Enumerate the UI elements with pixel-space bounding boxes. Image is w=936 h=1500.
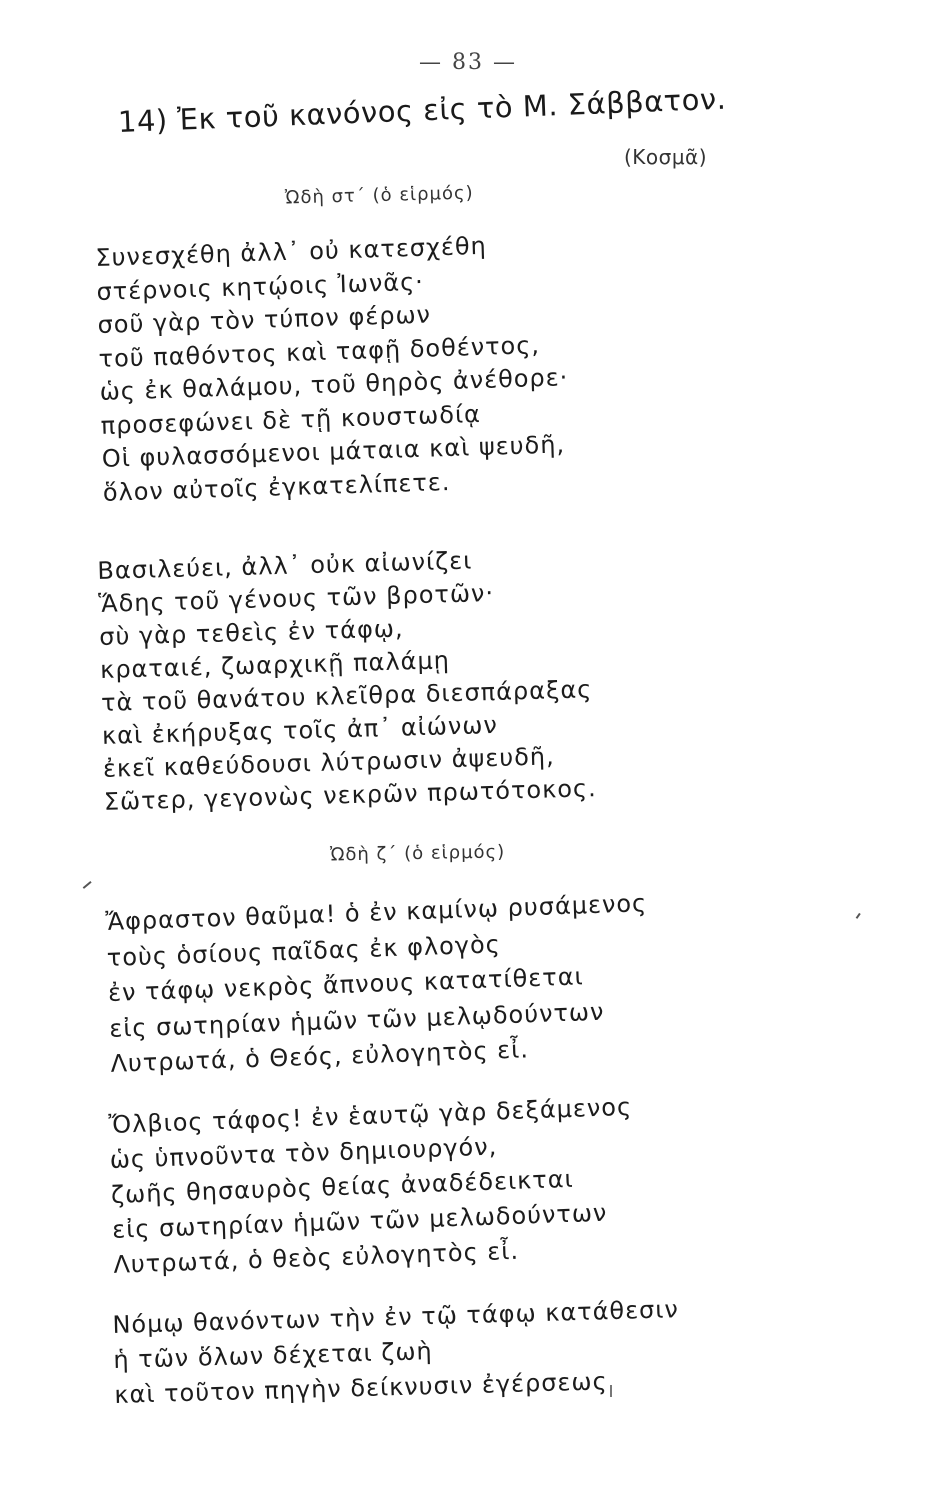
verse-line: ὡς ἐκ θαλάμου, τοῦ θηρὸς ἀνέθορε· — [99, 363, 569, 406]
verse-line: σοῦ γὰρ τὸν τύπον φέρων — [97, 300, 432, 339]
verse-line: Ἄφραστον θαῦμα! ὁ ἐν καμίνῳ ρυσάμενος — [105, 889, 648, 936]
scan-speck-mark — [610, 1385, 612, 1397]
verse-line: Λυτρωτά, ὁ θεὸς εὐλογητὸς εἶ. — [112, 1236, 520, 1279]
verse-line: Ὄλβιος τάφος! ἐν ἑαυτῷ γὰρ δεξάμενος — [108, 1092, 633, 1139]
verse-line: σὺ γὰρ τεθεὶς ἐν τάφῳ, — [98, 614, 404, 651]
stanza-1 — [95, 227, 572, 510]
page-number: — 83 — — [419, 50, 517, 75]
verse-line: Λυτρωτά, ὁ Θεός, εὐλογητὸς εἶ. — [110, 1035, 530, 1078]
verse-line: Σῶτερ, γεγονὼς νεκρῶν πρωτότοκος. — [103, 774, 598, 816]
verse-line: καὶ ἐκήρυξας τοῖς ἀπ᾽ αἰώνων — [101, 710, 499, 750]
verse-line: εἰς σωτηρίαν ἡμῶν τῶν μελωδούντων — [111, 1198, 608, 1244]
verse-line: ζωῆς θησαυρὸς θείας ἀναδέδεικται — [110, 1164, 575, 1209]
stanza-4 — [108, 1090, 638, 1283]
verse-line: Ἅδης τοῦ γένους τῶν βροτῶν· — [97, 578, 495, 618]
verse-line: Νόμῳ θανόντων τὴν ἐν τῷ τάφῳ κατάθεσιν — [112, 1295, 680, 1339]
stanza-3 — [105, 886, 653, 1082]
ode-heading-7: Ὠδὴ ζ΄ (ὁ εἱρμός) — [329, 841, 506, 866]
stanza-5 — [112, 1292, 681, 1413]
stanza-2 — [97, 541, 597, 819]
verse-line: στέρνοις κητῴοις Ἰωνᾶς· — [96, 267, 425, 306]
verse-line: τοῦ παθόντος καὶ ταφῇ δοθέντος, — [98, 330, 541, 373]
verse-line: ὡς ὑπνοῦντα τὸν δημιουργόν, — [109, 1132, 498, 1174]
verse-line: ἡ τῶν ὅλων δέχεται ζωὴ — [113, 1337, 434, 1374]
ode-heading-6: Ὠδὴ στ΄ (ὁ εἱρμός) — [284, 182, 474, 209]
verse-line: Συνεσχέθη ἀλλ᾽ οὐ κατεσχέθη — [95, 231, 488, 272]
verse-line: τοὺς ὁσίους παῖδας ἐκ φλογὸς — [106, 929, 502, 972]
verse-line: Οἱ φυλασσόμενοι μάταια καὶ ψευδῆ, — [101, 430, 566, 473]
verse-line: κραταιέ, ζωαρχικῇ παλάμῃ — [99, 646, 451, 684]
verse-line: καὶ τοῦτον πηγὴν δείκνυσιν ἐγέρσεως — [114, 1367, 608, 1409]
verse-line: ὅλον αὐτοῖς ἐγκατελίπετε. — [102, 467, 451, 507]
verse-line: προσεφώνει δὲ τῇ κουστωδίᾳ — [100, 399, 482, 440]
hymn-title: 14) Ἐκ τοῦ κανόνος εἰς τὸ Μ. Σάββατον. — [117, 81, 727, 139]
scan-speck-mark — [856, 913, 861, 919]
verse-line: εἰς σωτηρίαν ἡμῶν τῶν μελῳδούντων — [108, 997, 605, 1043]
verse-line: τὰ τοῦ θανάτου κλεῖθρα διεσπάραξας — [100, 675, 593, 717]
verse-line: ἐκεῖ καθεύδουσι λύτρωσιν ἀψευδῆ, — [102, 742, 556, 783]
verse-line: ἐν τάφῳ νεκρὸς ἄπνους κατατίθεται — [107, 962, 585, 1007]
author-attribution: (Κοσμᾶ) — [624, 145, 708, 169]
verse-line: Βασιλεύει, ἀλλ᾽ οὐκ αἰωνίζει — [97, 546, 473, 585]
scan-speck-mark — [83, 881, 92, 889]
